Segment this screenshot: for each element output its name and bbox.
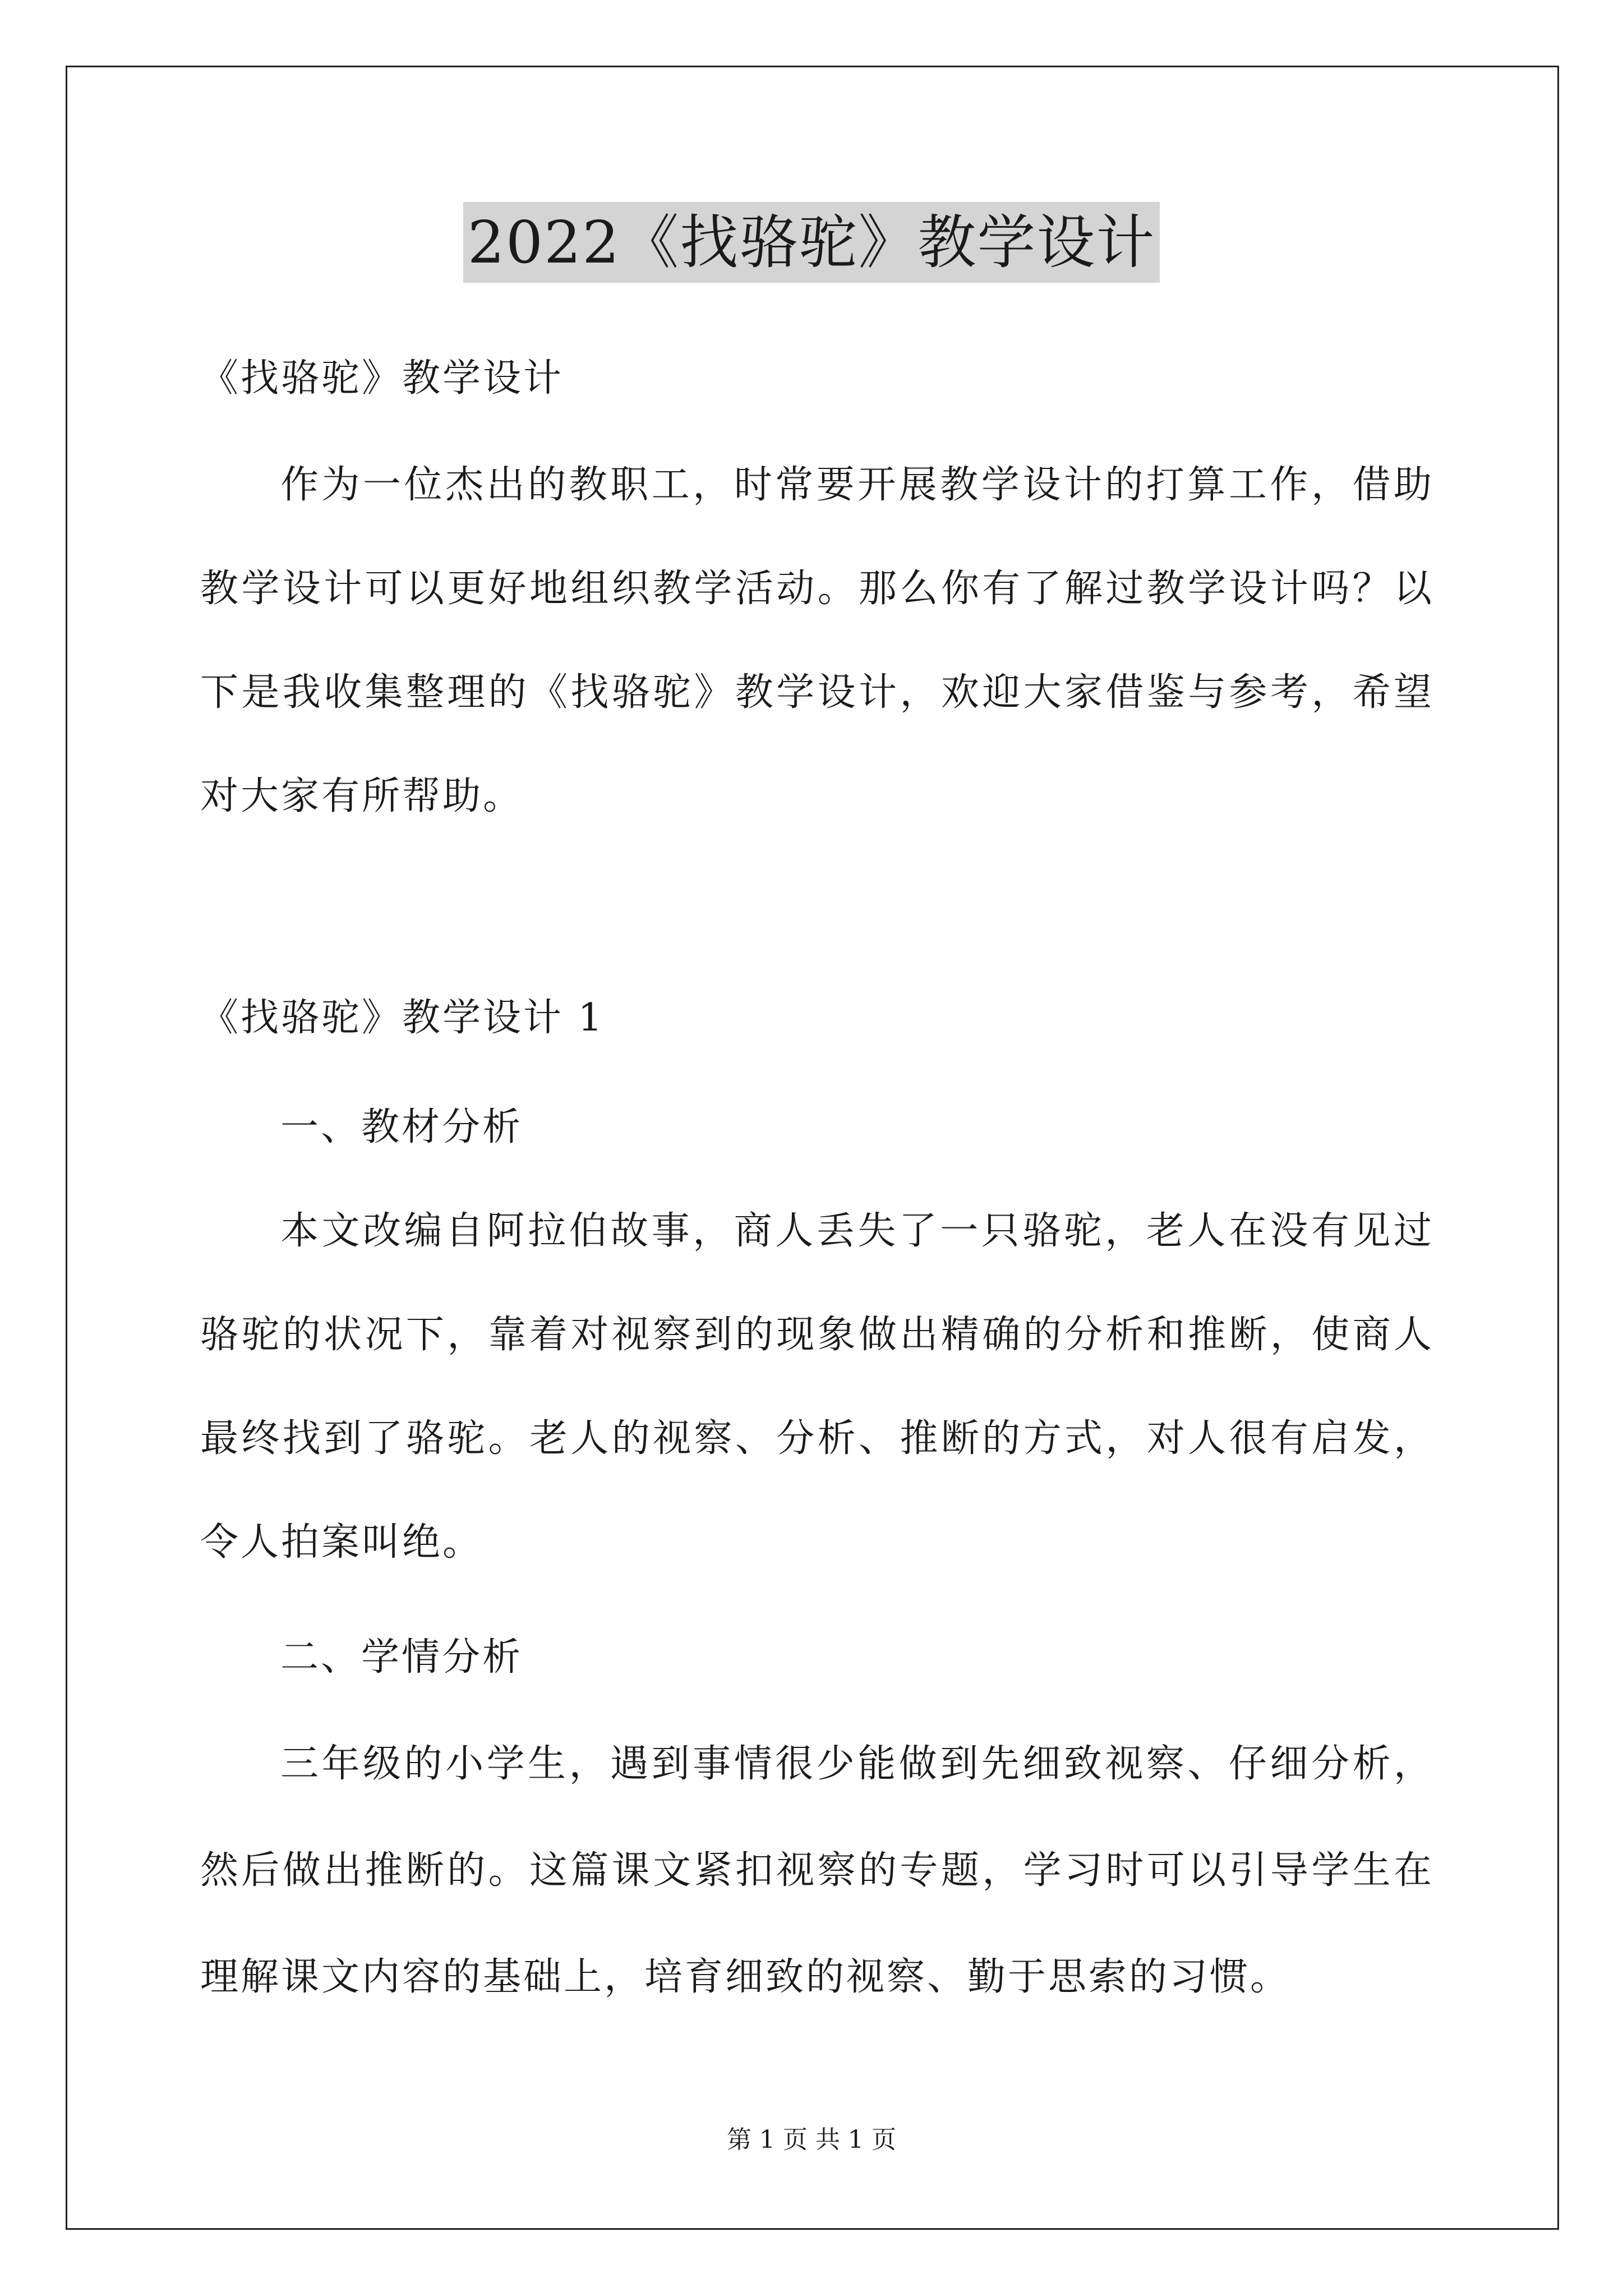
heading-textbook-analysis: 一、教材分析 (280, 1105, 523, 1149)
para-1-line-2: 骆驼的状况下，靠着对视察到的现象做出精确的分析和推断，使商人 (200, 1313, 1434, 1357)
intro-line-2: 教学设计可以更好地组织教学活动。那么你有了解过教学设计吗？以 (200, 567, 1434, 611)
heading-learner-analysis: 二、学情分析 (280, 1635, 523, 1680)
intro-line-3: 下是我收集整理的《找骆驼》教学设计，欢迎大家借鉴与参考，希望 (200, 670, 1434, 715)
intro-line-1: 作为一位杰出的教职工，时常要开展教学设计的打算工作，借助 (280, 463, 1434, 507)
para-1-line-4: 令人拍案叫绝。 (200, 1520, 483, 1565)
para-2-line-3: 理解课文内容的基础上，培育细致的视察、勤于思索的习惯。 (200, 1955, 1291, 1999)
para-1-line-1: 本文改编自阿拉伯故事，商人丢失了一只骆驼，老人在没有见过 (280, 1209, 1434, 1253)
title-container (0, 202, 1623, 283)
intro-line-4: 对大家有所帮助。 (200, 774, 524, 818)
para-2-line-2: 然后做出推断的。这篇课文紧扣视察的专题，学习时可以引导学生在 (200, 1848, 1434, 1893)
document-title: 2022《找骆驼》教学设计 (463, 202, 1160, 283)
para-2-line-1: 三年级的小学生，遇到事情很少能做到先细致视察、仔细分析， (280, 1742, 1434, 1786)
document-subtitle: 《找骆驼》教学设计 (200, 356, 564, 401)
para-1-line-3: 最终找到了骆驼。老人的视察、分析、推断的方式，对人很有启发， (200, 1416, 1434, 1461)
page-footer: 第 1 页 共 1 页 (727, 2125, 896, 2154)
section-title: 《找骆驼》教学设计 1 (200, 996, 605, 1040)
